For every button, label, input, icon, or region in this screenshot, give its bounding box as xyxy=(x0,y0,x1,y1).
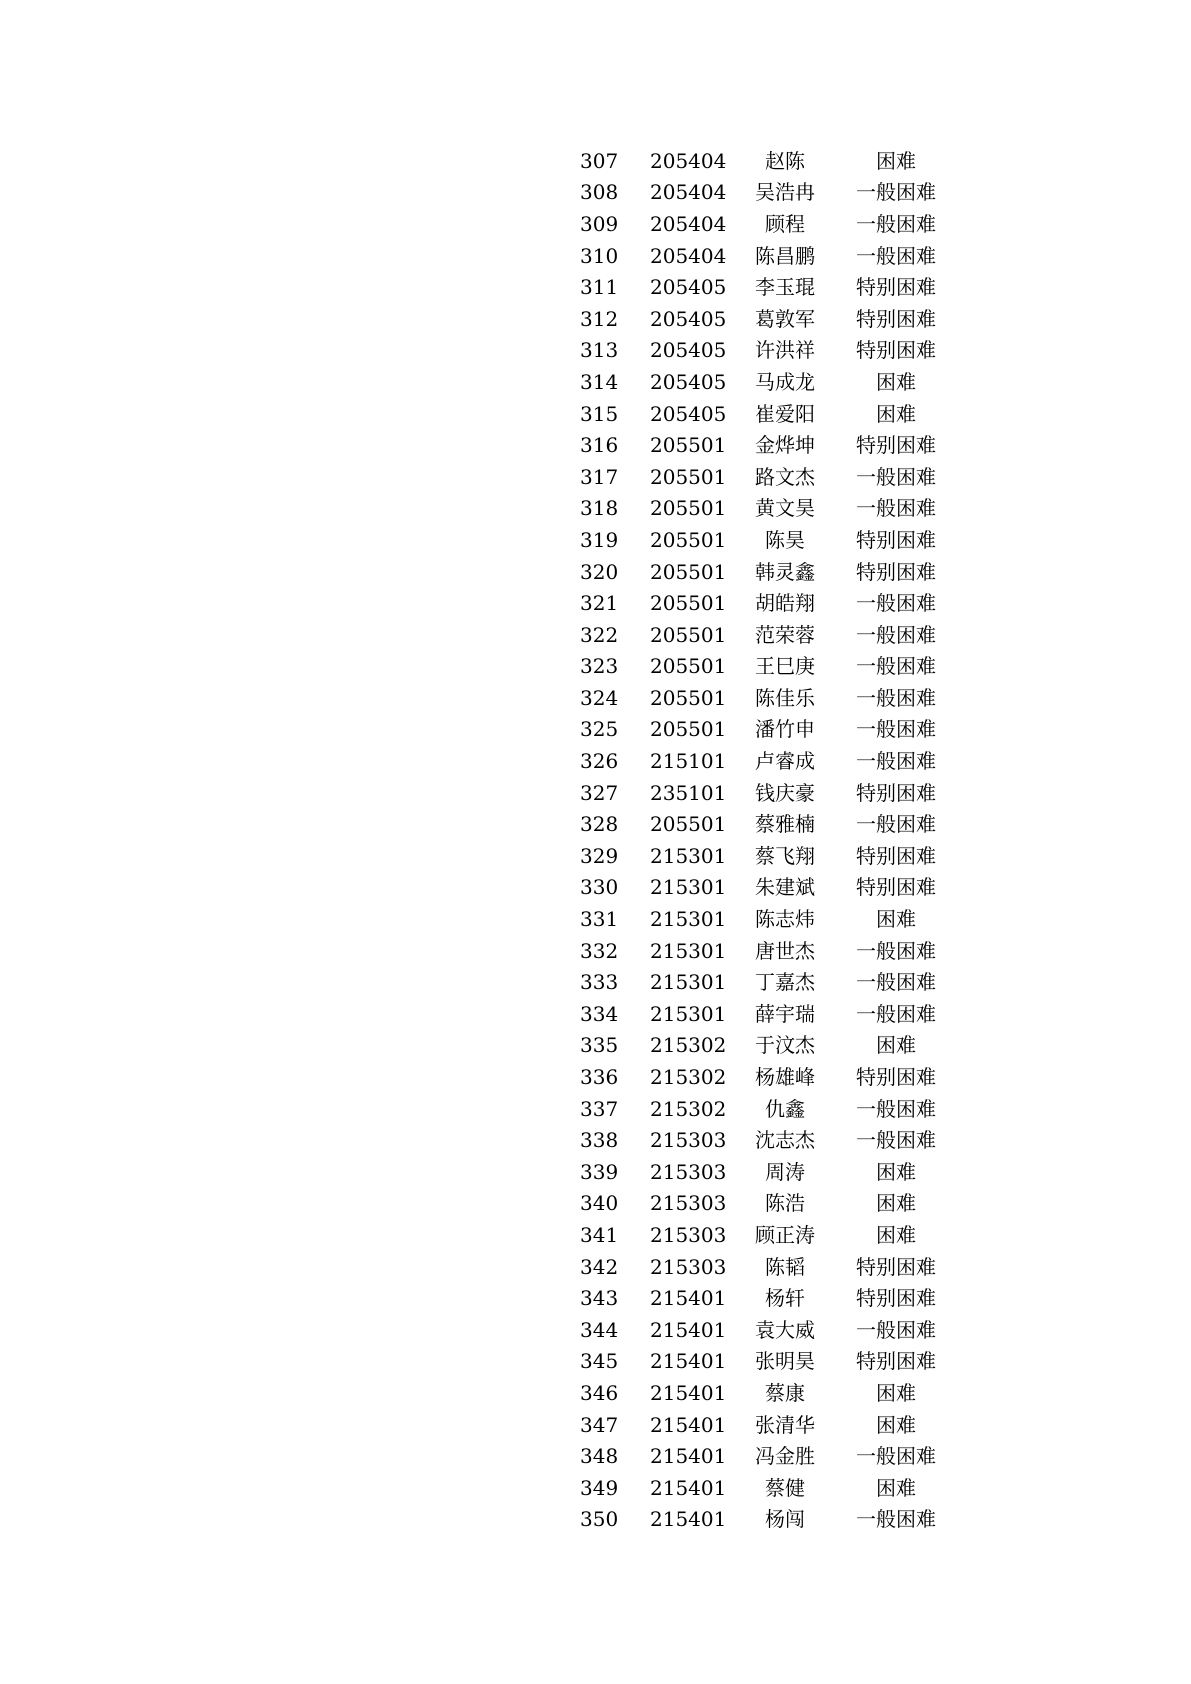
difficulty-level: 特别困难 xyxy=(856,306,936,331)
student-name: 王巳庚 xyxy=(755,654,815,679)
row-number: 336 xyxy=(580,1065,619,1090)
row-number: 321 xyxy=(580,591,619,616)
row-number: 319 xyxy=(580,527,619,552)
student-name: 周涛 xyxy=(765,1159,805,1184)
row-number: 312 xyxy=(580,306,619,331)
row-number: 307 xyxy=(580,148,619,173)
table-row xyxy=(580,1409,980,1441)
class-code: 215303 xyxy=(650,1222,727,1247)
table-row xyxy=(580,1061,980,1093)
difficulty-level: 特别困难 xyxy=(856,559,936,584)
row-number: 313 xyxy=(580,338,619,363)
difficulty-level: 特别困难 xyxy=(856,338,936,363)
difficulty-level: 特别困难 xyxy=(856,433,936,458)
table-row xyxy=(580,651,980,683)
class-code: 205404 xyxy=(650,180,727,205)
difficulty-level: 一般困难 xyxy=(856,622,936,647)
class-code: 205405 xyxy=(650,275,727,300)
row-number: 318 xyxy=(580,496,619,521)
student-name: 许洪祥 xyxy=(755,338,815,363)
row-number: 308 xyxy=(580,180,619,205)
student-name: 李玉琨 xyxy=(755,275,815,300)
class-code: 215302 xyxy=(650,1033,727,1058)
difficulty-level: 困难 xyxy=(876,1222,916,1247)
difficulty-level: 特别困难 xyxy=(856,1254,936,1279)
student-name: 蔡健 xyxy=(765,1475,805,1500)
difficulty-level: 特别困难 xyxy=(856,275,936,300)
difficulty-level: 一般困难 xyxy=(856,1444,936,1469)
student-name: 陈韬 xyxy=(765,1254,805,1279)
difficulty-level: 特别困难 xyxy=(856,1065,936,1090)
row-number: 323 xyxy=(580,654,619,679)
difficulty-level: 一般困难 xyxy=(856,496,936,521)
student-name: 于汶杰 xyxy=(755,1033,815,1058)
difficulty-level: 困难 xyxy=(876,401,916,426)
row-number: 333 xyxy=(580,970,619,995)
difficulty-level: 一般困难 xyxy=(856,1128,936,1153)
table-row xyxy=(580,682,980,714)
class-code: 205501 xyxy=(650,685,727,710)
row-number: 316 xyxy=(580,433,619,458)
student-name: 袁大威 xyxy=(755,1317,815,1342)
row-number: 332 xyxy=(580,938,619,963)
class-code: 215401 xyxy=(650,1286,727,1311)
table-row xyxy=(580,429,980,461)
table-row xyxy=(580,335,980,367)
table-row xyxy=(580,461,980,493)
row-number: 329 xyxy=(580,843,619,868)
difficulty-level: 困难 xyxy=(876,907,916,932)
class-code: 235101 xyxy=(650,780,727,805)
row-number: 335 xyxy=(580,1033,619,1058)
row-number: 340 xyxy=(580,1191,619,1216)
student-name: 赵陈 xyxy=(765,148,805,173)
class-code: 215401 xyxy=(650,1444,727,1469)
class-code: 205405 xyxy=(650,306,727,331)
student-name: 马成龙 xyxy=(755,369,815,394)
class-code: 215401 xyxy=(650,1349,727,1374)
row-number: 343 xyxy=(580,1286,619,1311)
table-row xyxy=(580,1156,980,1188)
difficulty-level: 一般困难 xyxy=(856,1001,936,1026)
difficulty-level: 一般困难 xyxy=(856,749,936,774)
row-number: 330 xyxy=(580,875,619,900)
student-name: 沈志杰 xyxy=(755,1128,815,1153)
table-row xyxy=(580,1124,980,1156)
table-row xyxy=(580,1219,980,1251)
difficulty-level: 一般困难 xyxy=(856,1507,936,1532)
row-number: 347 xyxy=(580,1412,619,1437)
table-row xyxy=(580,998,980,1030)
class-code: 215401 xyxy=(650,1475,727,1500)
table-row xyxy=(580,1440,980,1472)
table-row xyxy=(580,1093,980,1125)
class-code: 215301 xyxy=(650,938,727,963)
table-row xyxy=(580,208,980,240)
difficulty-level: 一般困难 xyxy=(856,717,936,742)
student-name: 张清华 xyxy=(755,1412,815,1437)
difficulty-level: 困难 xyxy=(876,1033,916,1058)
student-name: 朱建斌 xyxy=(755,875,815,900)
student-table xyxy=(580,145,980,1535)
row-number: 325 xyxy=(580,717,619,742)
difficulty-level: 困难 xyxy=(876,1380,916,1405)
class-code: 205501 xyxy=(650,654,727,679)
table-row xyxy=(580,1251,980,1283)
row-number: 345 xyxy=(580,1349,619,1374)
difficulty-level: 困难 xyxy=(876,369,916,394)
class-code: 215301 xyxy=(650,970,727,995)
class-code: 205501 xyxy=(650,591,727,616)
class-code: 215303 xyxy=(650,1159,727,1184)
difficulty-level: 困难 xyxy=(876,1475,916,1500)
row-number: 324 xyxy=(580,685,619,710)
table-row xyxy=(580,1504,980,1536)
row-number: 338 xyxy=(580,1128,619,1153)
row-number: 346 xyxy=(580,1380,619,1405)
table-row xyxy=(580,398,980,430)
student-name: 卢睿成 xyxy=(755,749,815,774)
table-row xyxy=(580,1188,980,1220)
row-number: 314 xyxy=(580,369,619,394)
class-code: 205501 xyxy=(650,527,727,552)
class-code: 215401 xyxy=(650,1412,727,1437)
row-number: 341 xyxy=(580,1222,619,1247)
table-row xyxy=(580,1472,980,1504)
student-name: 潘竹申 xyxy=(755,717,815,742)
class-code: 215302 xyxy=(650,1096,727,1121)
difficulty-level: 一般困难 xyxy=(856,243,936,268)
class-code: 215401 xyxy=(650,1380,727,1405)
student-name: 杨雄峰 xyxy=(755,1065,815,1090)
student-name: 陈佳乐 xyxy=(755,685,815,710)
class-code: 205501 xyxy=(650,717,727,742)
student-name: 黄文昊 xyxy=(755,496,815,521)
difficulty-level: 一般困难 xyxy=(856,685,936,710)
difficulty-level: 困难 xyxy=(876,1412,916,1437)
student-name: 唐世杰 xyxy=(755,938,815,963)
difficulty-level: 一般困难 xyxy=(856,1096,936,1121)
class-code: 205501 xyxy=(650,433,727,458)
table-row xyxy=(580,840,980,872)
table-row xyxy=(580,240,980,272)
table-row xyxy=(580,366,980,398)
row-number: 331 xyxy=(580,907,619,932)
student-name: 冯金胜 xyxy=(755,1444,815,1469)
student-name: 顾正涛 xyxy=(755,1222,815,1247)
row-number: 309 xyxy=(580,211,619,236)
student-name: 蔡飞翔 xyxy=(755,843,815,868)
row-number: 327 xyxy=(580,780,619,805)
class-code: 215401 xyxy=(650,1317,727,1342)
difficulty-level: 特别困难 xyxy=(856,843,936,868)
table-row xyxy=(580,966,980,998)
row-number: 350 xyxy=(580,1507,619,1532)
class-code: 205501 xyxy=(650,559,727,584)
table-row xyxy=(580,935,980,967)
row-number: 342 xyxy=(580,1254,619,1279)
table-row xyxy=(580,777,980,809)
class-code: 205405 xyxy=(650,338,727,363)
table-row xyxy=(580,1030,980,1062)
difficulty-level: 一般困难 xyxy=(856,464,936,489)
student-name: 范荣蓉 xyxy=(755,622,815,647)
table-row xyxy=(580,1377,980,1409)
row-number: 344 xyxy=(580,1317,619,1342)
table-row xyxy=(580,714,980,746)
row-number: 311 xyxy=(580,275,619,300)
difficulty-level: 一般困难 xyxy=(856,180,936,205)
row-number: 326 xyxy=(580,749,619,774)
student-name: 顾程 xyxy=(765,211,805,236)
difficulty-level: 困难 xyxy=(876,148,916,173)
difficulty-level: 一般困难 xyxy=(856,812,936,837)
class-code: 215303 xyxy=(650,1254,727,1279)
row-number: 348 xyxy=(580,1444,619,1469)
table-row xyxy=(580,145,980,177)
difficulty-level: 困难 xyxy=(876,1191,916,1216)
class-code: 205405 xyxy=(650,401,727,426)
class-code: 215302 xyxy=(650,1065,727,1090)
class-code: 215303 xyxy=(650,1191,727,1216)
table-row xyxy=(580,303,980,335)
class-code: 205405 xyxy=(650,369,727,394)
table-row xyxy=(580,1282,980,1314)
class-code: 205501 xyxy=(650,496,727,521)
student-name: 胡皓翔 xyxy=(755,591,815,616)
table-row xyxy=(580,808,980,840)
table-row xyxy=(580,177,980,209)
student-name: 陈志炜 xyxy=(755,907,815,932)
class-code: 205501 xyxy=(650,464,727,489)
row-number: 310 xyxy=(580,243,619,268)
table-row xyxy=(580,619,980,651)
student-name: 路文杰 xyxy=(755,464,815,489)
student-name: 蔡雅楠 xyxy=(755,812,815,837)
table-row xyxy=(580,556,980,588)
class-code: 205501 xyxy=(650,812,727,837)
row-number: 317 xyxy=(580,464,619,489)
student-name: 杨闯 xyxy=(765,1507,805,1532)
student-name: 陈昊 xyxy=(765,527,805,552)
difficulty-level: 一般困难 xyxy=(856,211,936,236)
difficulty-level: 特别困难 xyxy=(856,780,936,805)
row-number: 334 xyxy=(580,1001,619,1026)
difficulty-level: 一般困难 xyxy=(856,938,936,963)
student-name: 吴浩冉 xyxy=(755,180,815,205)
difficulty-level: 特别困难 xyxy=(856,1286,936,1311)
row-number: 339 xyxy=(580,1159,619,1184)
table-row xyxy=(580,745,980,777)
table-row xyxy=(580,493,980,525)
table-row xyxy=(580,271,980,303)
table-row xyxy=(580,524,980,556)
student-name: 韩灵鑫 xyxy=(755,559,815,584)
class-code: 205404 xyxy=(650,211,727,236)
class-code: 205404 xyxy=(650,243,727,268)
student-name: 仇鑫 xyxy=(765,1096,805,1121)
row-number: 328 xyxy=(580,812,619,837)
student-name: 杨轩 xyxy=(765,1286,805,1311)
class-code: 205404 xyxy=(650,148,727,173)
table-row xyxy=(580,872,980,904)
row-number: 322 xyxy=(580,622,619,647)
class-code: 215301 xyxy=(650,875,727,900)
class-code: 215301 xyxy=(650,907,727,932)
class-code: 215301 xyxy=(650,1001,727,1026)
row-number: 320 xyxy=(580,559,619,584)
student-name: 蔡康 xyxy=(765,1380,805,1405)
difficulty-level: 特别困难 xyxy=(856,875,936,900)
student-name: 葛敦军 xyxy=(755,306,815,331)
class-code: 215401 xyxy=(650,1507,727,1532)
student-name: 钱庆豪 xyxy=(755,780,815,805)
class-code: 215301 xyxy=(650,843,727,868)
student-name: 崔爱阳 xyxy=(755,401,815,426)
student-name: 金烨坤 xyxy=(755,433,815,458)
class-code: 215101 xyxy=(650,749,727,774)
student-name: 陈浩 xyxy=(765,1191,805,1216)
difficulty-level: 一般困难 xyxy=(856,654,936,679)
class-code: 205501 xyxy=(650,622,727,647)
difficulty-level: 一般困难 xyxy=(856,591,936,616)
difficulty-level: 特别困难 xyxy=(856,527,936,552)
difficulty-level: 一般困难 xyxy=(856,970,936,995)
table-row xyxy=(580,587,980,619)
student-name: 陈昌鹏 xyxy=(755,243,815,268)
student-name: 张明昊 xyxy=(755,1349,815,1374)
class-code: 215303 xyxy=(650,1128,727,1153)
table-row xyxy=(580,1346,980,1378)
student-name: 丁嘉杰 xyxy=(755,970,815,995)
row-number: 315 xyxy=(580,401,619,426)
table-row xyxy=(580,1314,980,1346)
difficulty-level: 特别困难 xyxy=(856,1349,936,1374)
student-name: 薛宇瑞 xyxy=(755,1001,815,1026)
table-row xyxy=(580,903,980,935)
row-number: 349 xyxy=(580,1475,619,1500)
difficulty-level: 一般困难 xyxy=(856,1317,936,1342)
difficulty-level: 困难 xyxy=(876,1159,916,1184)
row-number: 337 xyxy=(580,1096,619,1121)
